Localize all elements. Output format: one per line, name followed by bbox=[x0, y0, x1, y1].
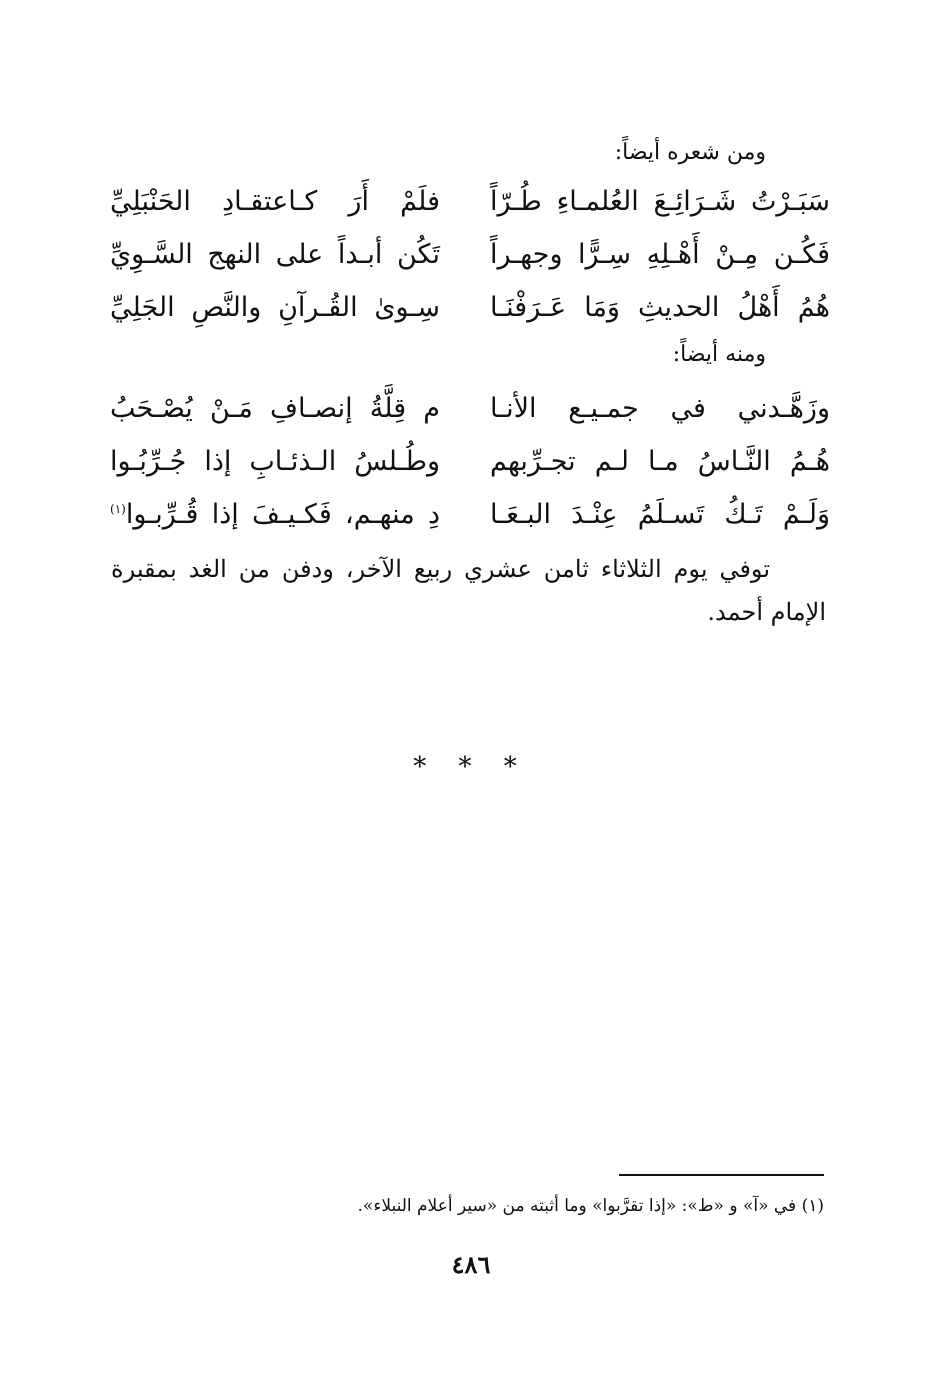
verse-first-hemistich: فَكُـن مِـنْ أَهْـلِهِ سِـرًّا وجهـراً bbox=[490, 239, 830, 270]
section-separator: * * * bbox=[413, 752, 529, 782]
verse-second-hemistich: فلَمْ أَرَ كـاعتقـادِ الحَنْبَلِيِّ bbox=[110, 186, 440, 217]
verse-first-hemistich: هُمُ أَهْلُ الحديثِ وَمَا عَـرَفْنَـا bbox=[490, 292, 830, 323]
verse-first-hemistich: وزَهَّـدني في جمـيـع الأنـا bbox=[490, 393, 830, 424]
hemistich-text: دِ منهـم، فَكـيـفَ إذا قُـرِّبـوا bbox=[125, 499, 440, 530]
verse-line bbox=[110, 499, 830, 552]
verse-second-hemistich: تَكُن أبـداً على النهج السَّـوِيِّ bbox=[110, 239, 440, 270]
poem-intro-2: ومنه أيضاً: bbox=[672, 342, 766, 367]
verse-first-hemistich: هُـمُ النَّـاسُ مـا لـم تجـرِّبهم bbox=[490, 446, 830, 477]
verse-first-hemistich: سَبَـرْتُ شَـرَائِـعَ العُلمـاءِ طُـرّاً bbox=[490, 186, 830, 217]
body-paragraph: توفي يوم الثلاثاء ثامن عشري ربيع الآخر، ودفن من الغد بمقبرة الإمام أحمد. bbox=[111, 555, 826, 626]
footnote: (١) في «آ» و «ط»: «إذا تقرَّبوا» وما أثبته من «سير أعلام النبلاء». bbox=[357, 1196, 824, 1216]
verse-second-hemistich: سِـوىٰ القُـرآنِ والنَّصِ الجَلِيِّ bbox=[110, 292, 440, 323]
page-number: ٤٨٦ bbox=[451, 1250, 491, 1279]
verse-line bbox=[110, 186, 830, 239]
verse-line bbox=[110, 393, 830, 446]
verse-second-hemistich: وطُـلسُ الـذئـابِ إذا جُـرِّبُـوا bbox=[110, 446, 440, 477]
verse-line bbox=[110, 446, 830, 499]
verse-line bbox=[110, 292, 830, 345]
poem-1 bbox=[110, 186, 830, 345]
poem-2 bbox=[110, 393, 830, 552]
verse-second-hemistich bbox=[110, 499, 440, 530]
verse-line bbox=[110, 239, 830, 292]
footnote-reference: (١) bbox=[110, 502, 126, 516]
verse-second-hemistich: م قِلَّةُ إنصـافِ مَـنْ يُصْـحَبُ bbox=[110, 393, 440, 424]
footnote-divider bbox=[619, 1174, 824, 1176]
poem-intro-1: ومن شعره أيضاً: bbox=[614, 140, 766, 165]
verse-first-hemistich: وَلَـمْ تَـكُ تَسـلَمُ عِنْـدَ البـعَـا bbox=[490, 499, 830, 530]
